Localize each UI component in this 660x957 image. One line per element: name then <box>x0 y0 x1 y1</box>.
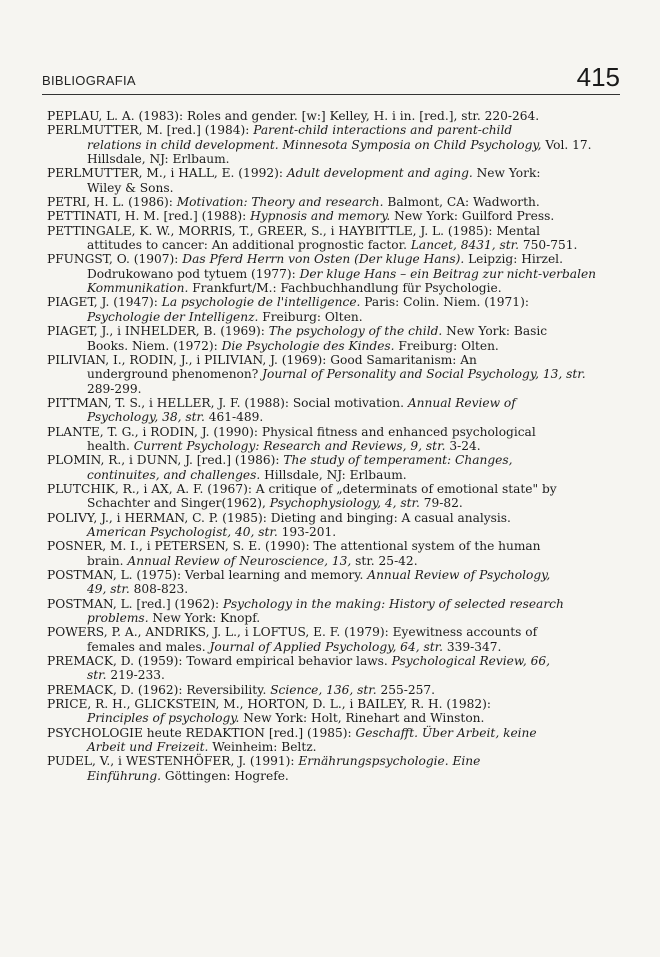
entry-segment: PERLMUTTER, M., i HALL, E. (1992): <box>47 166 287 181</box>
bibliography-entry <box>47 123 613 166</box>
entry-segment: PSYCHOLOGIE heute REDAKTION [red.] (1985): <box>47 725 356 740</box>
entry-segment: PREMACK, D. (1962): Reversibility. <box>47 682 271 697</box>
entry-segment: 3-24. <box>445 438 481 453</box>
entry-segment: females and males. <box>87 639 210 654</box>
entry-line <box>67 382 613 396</box>
entry-segment-italic: Psychological Review, 66, <box>391 654 550 669</box>
entry-line <box>67 525 613 539</box>
entry-segment: POWERS, P. A., ANDRIKS, J. L., i LOFTUS, E. F. (1979): Eyewitness accounts of <box>47 625 538 640</box>
entry-segment-italic: Psychology, 38, str. <box>87 410 205 425</box>
entry-segment-italic: problems. <box>87 611 149 626</box>
entry-line <box>67 238 613 252</box>
entry-segment: POSTMAN, L. [red.] (1962): <box>47 596 224 611</box>
entry-line <box>67 410 613 424</box>
entry-segment: PERLMUTTER, M. [red.] (1984): <box>47 123 254 138</box>
entry-segment-italic: Annual Review of <box>407 395 516 410</box>
entry-segment: PLUTCHIK, R., i AX, A. F. (1967): A critique of „determinats of emotional state" by <box>47 481 557 496</box>
bibliography-entry <box>47 324 613 353</box>
entry-segment: PLOMIN, R., i DUNN, J. [red.] (1986): <box>47 453 284 468</box>
entry-segment-italic: Motivation: Theory and research. <box>176 195 384 210</box>
entry-segment: Vol. 17. <box>541 137 592 152</box>
entry-line <box>47 625 613 640</box>
entry-segment-italic: Principles of psychology. <box>87 711 240 726</box>
entry-segment: PITTMAN, T. S., i HELLER, J. F. (1988): Social motivation. <box>47 395 408 410</box>
entry-segment: Hillsdale, NJ: Erlbaum. <box>260 467 407 482</box>
entry-line <box>47 654 613 669</box>
bibliography-entry <box>47 209 613 223</box>
entry-segment: str. 25-42. <box>351 553 418 568</box>
entry-segment-italic: Science, 136, str. <box>270 682 377 697</box>
entry-segment-italic: Hypnosis and memory. <box>250 209 391 224</box>
entry-segment-italic: Das Pferd Herrn von Osten (Der kluge Hans). <box>182 252 465 267</box>
entry-segment-italic: Lancet, 8431, str. <box>410 238 520 253</box>
entry-line <box>67 281 613 295</box>
entry-line <box>47 453 613 468</box>
bibliography-entry <box>47 166 613 195</box>
entry-segment-italic: continuites, and challenges. <box>87 467 261 482</box>
entry-segment-italic: Annual Review of Psychology, <box>367 568 551 582</box>
entry-segment-italic: Arbeit und Freizeit. <box>87 740 209 755</box>
entry-segment: PREMACK, D. (1959): Toward empirical behavior laws. <box>47 654 392 669</box>
entry-line <box>67 138 613 152</box>
bibliography-entry <box>47 396 613 425</box>
entry-segment: 79-82. <box>419 496 463 511</box>
entry-segment-italic: Psychology in the making: History of selected research <box>223 596 564 611</box>
bibliography-entry <box>47 654 613 683</box>
entry-segment: PRICE, R. H., GLICKSTEIN, M., HORTON, D. L., i BAILEY, R. H. (1982): <box>47 697 491 712</box>
entry-segment-italic: La psychologie de l'intelligence. <box>161 295 361 310</box>
entry-segment: Schachter and Singer(1962), <box>87 496 270 511</box>
entry-segment: Leipzig: Hirzel. <box>464 252 563 267</box>
entry-segment: POLIVY, J., i HERMAN, C. P. (1985): Dieting and binging: A casual analysis. <box>47 510 511 525</box>
entry-segment: 750-751. <box>519 238 578 253</box>
entry-segment-italic: Geschafft. Über Arbeit, keine <box>355 725 537 740</box>
entry-line <box>67 668 613 682</box>
entry-segment: POSNER, M. I., i PETERSEN, S. E. (1990): The attentional system of the human <box>47 539 541 554</box>
entry-segment: New York: Knopf. <box>148 611 261 626</box>
entry-segment-italic: relations in child development. Minnesota Symposia on Child Psychology, <box>87 137 542 152</box>
bibliography-entry <box>47 754 613 783</box>
entry-segment-italic: The psychology of the child. <box>268 324 443 339</box>
entry-line <box>47 682 613 697</box>
entry-segment-italic: Current Psychology: Research and Reviews, 9, str. <box>133 438 446 453</box>
entry-line <box>47 324 613 339</box>
page-header <box>42 64 620 94</box>
entry-line <box>47 123 613 138</box>
bibliography-list <box>47 109 613 783</box>
entry-segment-italic: str. <box>87 668 107 683</box>
entry-segment-italic: Der kluge Hans – ein Beitrag zur nicht-verbalen <box>299 266 597 281</box>
entry-segment: underground phenomenon? <box>87 367 263 382</box>
entry-segment: PETRI, H. L. (1986): <box>47 195 177 210</box>
bibliography-entry <box>47 425 613 454</box>
entry-segment: POSTMAN, L. (1975): Verbal learning and memory. <box>47 568 368 582</box>
entry-line <box>47 109 613 123</box>
entry-segment-italic: Journal of Personality and Social Psychology, 13, str. <box>262 367 586 382</box>
entry-segment: PIAGET, J., i INHELDER, B. (1969): <box>47 324 269 339</box>
entry-line <box>47 697 613 712</box>
entry-line <box>47 352 613 367</box>
entry-segment: Freiburg: Olten. <box>394 338 499 353</box>
entry-segment: Frankfurt/M.: Fachbuchhandlung für Psychologie. <box>188 281 502 296</box>
bibliography-entry <box>47 726 613 755</box>
bibliography-entry <box>47 482 613 511</box>
entry-segment: New York: <box>472 166 541 181</box>
entry-segment: PETTINGALE, K. W., MORRIS, T., GREER, S., i HAYBITTLE, J. L. (1985): Mental <box>47 223 541 238</box>
entry-line <box>67 439 613 453</box>
entry-segment: brain. <box>87 553 128 568</box>
entry-line <box>47 223 613 238</box>
entry-segment: PILIVIAN, I., RODIN, J., i PILIVIAN, J. (1969): Good Samaritanism: An <box>47 352 477 367</box>
entry-segment-italic: Ernährungspsychologie. Eine <box>298 754 481 769</box>
entry-segment: Balmont, CA: Wadworth. <box>383 195 540 210</box>
entry-line <box>67 711 613 725</box>
entry-segment-italic: American Psychologist, 40, str. <box>87 524 278 539</box>
entry-segment: PLANTE, T. G., i RODIN, J. (1990): Physical fitness and enhanced psychological <box>47 424 536 439</box>
entry-segment: 339-347. <box>442 639 502 654</box>
entry-line <box>67 769 613 783</box>
page-number: 415 <box>576 62 620 92</box>
entry-segment-italic: Psychophysiology, 4, str. <box>269 496 420 511</box>
entry-line <box>47 252 613 267</box>
running-head: BIBLIOGRAFIA <box>42 73 136 88</box>
entry-segment: 255-257. <box>376 682 436 697</box>
entry-segment-italic: The study of temperament: Changes, <box>283 453 513 468</box>
bibliography-entry <box>47 252 613 295</box>
entry-line <box>47 510 613 525</box>
entry-segment-italic: Kommunikation. <box>87 281 189 296</box>
bibliography-entry <box>47 353 613 396</box>
entry-segment: Paris: Colin. Niem. (1971): <box>360 295 529 310</box>
entry-line <box>47 166 613 181</box>
entry-segment-italic: Psychologie der Intelligenz. <box>87 309 259 324</box>
entry-segment-italic: Annual Review of Neuroscience, 13, <box>127 553 352 568</box>
entry-segment-italic: Parent-child interactions and parent-child <box>253 123 513 138</box>
entry-segment-italic: 49, str. <box>87 582 130 597</box>
bibliography-entry <box>47 511 613 540</box>
entry-segment: 808-823. <box>129 582 189 597</box>
entry-line <box>67 611 613 625</box>
entry-line <box>47 725 613 740</box>
entry-line <box>67 267 613 281</box>
bibliography-entry <box>47 195 613 209</box>
entry-line <box>67 468 613 482</box>
entry-line <box>47 754 613 769</box>
entry-segment: 289-299. <box>87 381 142 396</box>
entry-segment: Weinheim: Beltz. <box>208 740 317 755</box>
entry-segment: attitudes to cancer: An additional prognostic factor. <box>87 238 411 253</box>
entry-segment: PETTINATI, H. M. [red.] (1988): <box>47 209 251 224</box>
entry-segment-italic: Einführung. <box>87 768 162 783</box>
entry-segment: Books. Niem. (1972): <box>87 338 222 353</box>
entry-segment: New York: Holt, Rinehart and Winston. <box>239 711 485 726</box>
entry-line <box>47 209 613 224</box>
entry-segment: PIAGET, J. (1947): <box>47 295 162 310</box>
entry-segment: Hillsdale, NJ: Erlbaum. <box>87 152 230 167</box>
bibliography-entry <box>47 295 613 324</box>
bibliography-entry <box>47 597 613 626</box>
entry-segment: PFUNGST, O. (1907): <box>47 252 183 267</box>
entry-segment: Freiburg: Olten. <box>258 309 363 324</box>
entry-line <box>67 310 613 324</box>
bibliography-entry <box>47 539 613 568</box>
entry-line <box>67 181 613 195</box>
bibliography-entry <box>47 683 613 697</box>
entry-segment: 193-201. <box>277 524 337 539</box>
bibliography-entry <box>47 224 613 253</box>
entry-line <box>47 424 613 439</box>
entry-line <box>47 568 613 582</box>
bibliography-entry <box>47 625 613 654</box>
entry-segment: Göttingen: Hogrefe. <box>161 768 289 783</box>
entry-segment: Wiley & Sons. <box>87 180 174 195</box>
bibliography-entry <box>47 109 613 123</box>
entry-segment-italic: Journal of Applied Psychology, 64, str. <box>209 639 443 654</box>
entry-segment: New York: Guilford Press. <box>390 209 555 224</box>
entry-line <box>67 554 613 568</box>
entry-segment: PUDEL, V., i WESTENHÖFER, J. (1991): <box>47 754 299 769</box>
entry-line <box>67 339 613 353</box>
header-rule <box>42 94 620 95</box>
entry-segment: 219-233. <box>106 668 165 683</box>
entry-line <box>47 481 613 496</box>
entry-segment: PEPLAU, L. A. (1983): Roles and gender. [w:] Kelley, H. i in. [red.], str. 220-264. <box>47 109 540 123</box>
entry-line <box>67 640 613 654</box>
entry-line <box>47 195 613 210</box>
entry-line <box>47 395 613 410</box>
entry-line <box>47 539 613 554</box>
entry-line <box>67 152 613 166</box>
entry-segment: Dodrukowano pod tytuem (1977): <box>87 266 300 281</box>
entry-segment: New York: Basic <box>442 324 548 339</box>
entry-line <box>67 367 613 381</box>
bibliography-entry <box>47 697 613 726</box>
bibliography-entry <box>47 453 613 482</box>
entry-line <box>67 496 613 510</box>
entry-line <box>47 596 613 611</box>
entry-segment: 461-489. <box>204 410 264 425</box>
entry-segment: health. <box>87 438 134 453</box>
entry-line <box>47 295 613 310</box>
entry-segment-italic: Adult development and aging. <box>286 166 473 181</box>
bibliography-entry <box>47 568 613 597</box>
entry-line <box>67 740 613 754</box>
entry-line <box>67 582 613 596</box>
entry-segment-italic: Die Psychologie des Kindes. <box>221 338 395 353</box>
